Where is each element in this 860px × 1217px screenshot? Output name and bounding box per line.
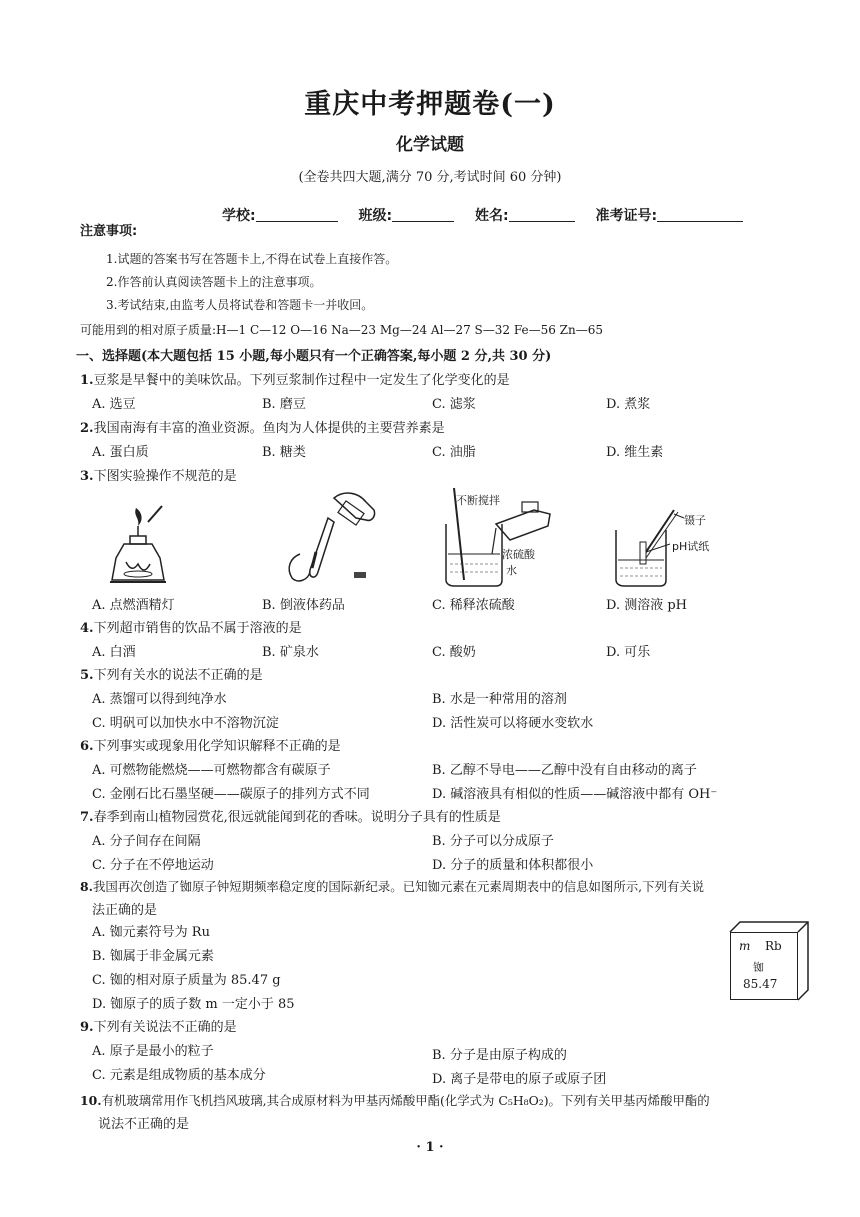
question-4 (80, 617, 302, 636)
q1-option-a[interactable]: A. 选豆 (92, 397, 136, 412)
q7-option-a[interactable]: A. 分子间存在间隔 (92, 834, 201, 849)
exam-note: (全卷共四大题,满分 70 分,考试时间 60 分钟) (298, 170, 562, 185)
question-10-continued: 说法不正确的是 (98, 1117, 190, 1132)
question-number: 9. (80, 1020, 94, 1035)
q4-option-d[interactable]: D. 可乐 (606, 645, 651, 660)
q3-option-a[interactable]: A. 点燃酒精灯 (92, 598, 175, 613)
question-stem: 春季到南山植物园赏花,很远就能闻到花的香味。说明分子具有的性质是 (93, 810, 501, 825)
q1-option-c[interactable]: C. 滤浆 (432, 397, 476, 412)
notice-item: 2.作答前认真阅读答题卡上的注意事项。 (106, 275, 322, 289)
q4-option-c[interactable]: C. 酸奶 (432, 645, 476, 660)
exam-id-label: 准考证号: (595, 208, 658, 224)
page-number: · 1 · (416, 1140, 444, 1155)
question-number: 7. (80, 810, 94, 825)
q5-option-b[interactable]: B. 水是一种常用的溶剂 (432, 692, 567, 707)
question-number: 1. (80, 373, 94, 388)
q9-option-b[interactable]: B. 分子是由原子构成的 (432, 1048, 567, 1063)
exam-id-field[interactable] (595, 205, 743, 225)
q4-option-a[interactable]: A. 白酒 (92, 645, 136, 660)
question-stem: 下列超市销售的饮品不属于溶液的是 (93, 621, 302, 636)
school-blank[interactable] (256, 207, 338, 222)
name-label: 姓名: (474, 208, 509, 224)
exam-id-blank[interactable] (657, 207, 743, 222)
school-label: 学校: (222, 208, 256, 224)
notice-item: 3.考试结束,由监考人员将试卷和答题卡一并收回。 (106, 298, 374, 312)
question-number: 10. (80, 1093, 102, 1108)
q9-option-c[interactable]: C. 元素是组成物质的基本成分 (92, 1068, 266, 1083)
q8-option-a[interactable]: A. 铷元素符号为 Ru (92, 925, 210, 940)
q7-option-c[interactable]: C. 分子在不停地运动 (92, 858, 214, 873)
q5-option-a[interactable]: A. 蒸馏可以得到纯净水 (92, 692, 227, 707)
class-field[interactable] (358, 205, 454, 225)
question-stem: 下列有关水的说法不正确的是 (93, 668, 263, 683)
q6-option-d[interactable]: D. 碱溶液具有相似的性质——碱溶液中都有 OH⁻ (432, 787, 718, 802)
q2-option-c[interactable]: C. 油脂 (432, 445, 476, 460)
element-symbol: Rb (765, 939, 782, 953)
water-label: 水 (506, 564, 517, 577)
element-name: 铷 (753, 961, 764, 974)
student-info-row (222, 205, 782, 225)
class-blank[interactable] (392, 207, 454, 222)
alcohol-lamp-illustration (100, 500, 190, 592)
question-number: 4. (80, 621, 94, 636)
question-5 (80, 664, 263, 683)
tweezers-label: 镊子 (684, 514, 706, 527)
q7-option-d[interactable]: D. 分子的质量和体积都很小 (432, 858, 594, 873)
q6-option-c[interactable]: C. 金刚石比石墨坚硬——碳原子的排列方式不同 (92, 787, 370, 802)
question-1 (80, 369, 510, 388)
exam-subject: 化学试题 (396, 135, 464, 155)
question-stem: 我国南海有丰富的渔业资源。鱼肉为人体提供的主要营养素是 (93, 421, 445, 436)
q1-option-b[interactable]: B. 磨豆 (262, 397, 306, 412)
q5-option-c[interactable]: C. 明矾可以加快水中不溶物沉淀 (92, 716, 279, 731)
acid-label: 浓硫酸 (502, 548, 535, 561)
q8-option-d[interactable]: D. 铷原子的质子数 m 一定小于 85 (92, 997, 295, 1012)
element-number: m (739, 939, 751, 953)
question-number: 6. (80, 739, 94, 754)
q8-option-c[interactable]: C. 铷的相对原子质量为 85.47 g (92, 973, 281, 988)
class-label: 班级: (358, 208, 393, 224)
question-stem: 有机玻璃常用作飞机挡风玻璃,其合成原材料为甲基丙烯酸甲酯(化学式为 C₅H₈O₂)。下列有关甲基丙烯酸甲酯的 (101, 1093, 710, 1108)
q3-option-d[interactable]: D. 测溶液 pH (606, 598, 688, 613)
question-stem: 下图实验操作不规范的是 (93, 469, 237, 484)
q2-option-a[interactable]: A. 蛋白质 (92, 445, 149, 460)
question-2 (80, 417, 445, 436)
dilute-acid-illustration (440, 484, 560, 592)
q7-option-b[interactable]: B. 分子可以分成原子 (432, 834, 554, 849)
question-stem: 下列有关说法不正确的是 (93, 1020, 237, 1035)
q6-option-a[interactable]: A. 可燃物能燃烧——可燃物都含有碳原子 (92, 763, 331, 778)
school-field[interactable] (222, 205, 338, 225)
q2-option-b[interactable]: B. 糖类 (262, 445, 306, 460)
question-7 (80, 806, 501, 825)
question-8 (80, 877, 704, 895)
question-6 (80, 735, 341, 754)
q9-option-a[interactable]: A. 原子是最小的粒子 (92, 1044, 214, 1059)
ph-test-illustration (612, 500, 742, 592)
q8-option-b[interactable]: B. 铷属于非金属元素 (92, 949, 214, 964)
ph-paper-label: pH试纸 (672, 540, 710, 553)
question-10 (80, 1091, 710, 1109)
atomic-masses: 可能用到的相对原子质量:H—1 C—12 O—16 Na—23 Mg—24 Al—27 S—32 Fe—56 Zn—65 (80, 323, 604, 337)
question-stem: 豆浆是早餐中的美味饮品。下列豆浆制作过程中一定发生了化学变化的是 (93, 373, 510, 388)
q9-option-d[interactable]: D. 离子是带电的原子或原子团 (432, 1072, 607, 1087)
name-field[interactable] (475, 205, 575, 225)
question-stem: 下列事实或现象用化学知识解释不正确的是 (93, 739, 341, 754)
question-9 (80, 1016, 237, 1035)
page-title: 重庆中考押题卷(一) (304, 89, 556, 120)
name-blank[interactable] (509, 207, 575, 222)
pouring-liquid-illustration (270, 488, 390, 588)
question-number: 2. (80, 421, 94, 436)
q4-option-b[interactable]: B. 矿泉水 (262, 645, 319, 660)
q3-option-c[interactable]: C. 稀释浓硫酸 (432, 598, 515, 613)
section-heading: 一、选择题(本大题包括 15 小题,每小题只有一个正确答案,每小题 2 分,共 30 分) (76, 349, 552, 364)
q5-option-d[interactable]: D. 活性炭可以将硬水变软水 (432, 716, 594, 731)
question-stem: 我国再次创造了铷原子钟短期频率稳定度的国际新纪录。已知铷元素在元素周期表中的信息如图所示,下列有关说 (92, 879, 705, 894)
rubidium-element-cell (730, 932, 798, 1000)
question-3 (80, 465, 237, 484)
question-8-continued: 法正确的是 (92, 903, 158, 918)
notices-heading: 注意事项: (80, 224, 138, 239)
notice-item: 1.试题的答案书写在答题卡上,不得在试卷上直接作答。 (106, 252, 398, 266)
question-number: 5. (80, 668, 94, 683)
question-number: 3. (80, 469, 94, 484)
question-number: 8. (80, 879, 93, 894)
q3-option-b[interactable]: B. 倒液体药品 (262, 598, 345, 613)
q6-option-b[interactable]: B. 乙醇不导电——乙醇中没有自由移动的离子 (432, 763, 697, 778)
element-mass: 85.47 (743, 977, 778, 991)
q1-option-d[interactable]: D. 煮浆 (606, 397, 651, 412)
q2-option-d[interactable]: D. 维生素 (606, 445, 664, 460)
stir-label: 不断搅拌 (456, 494, 500, 507)
